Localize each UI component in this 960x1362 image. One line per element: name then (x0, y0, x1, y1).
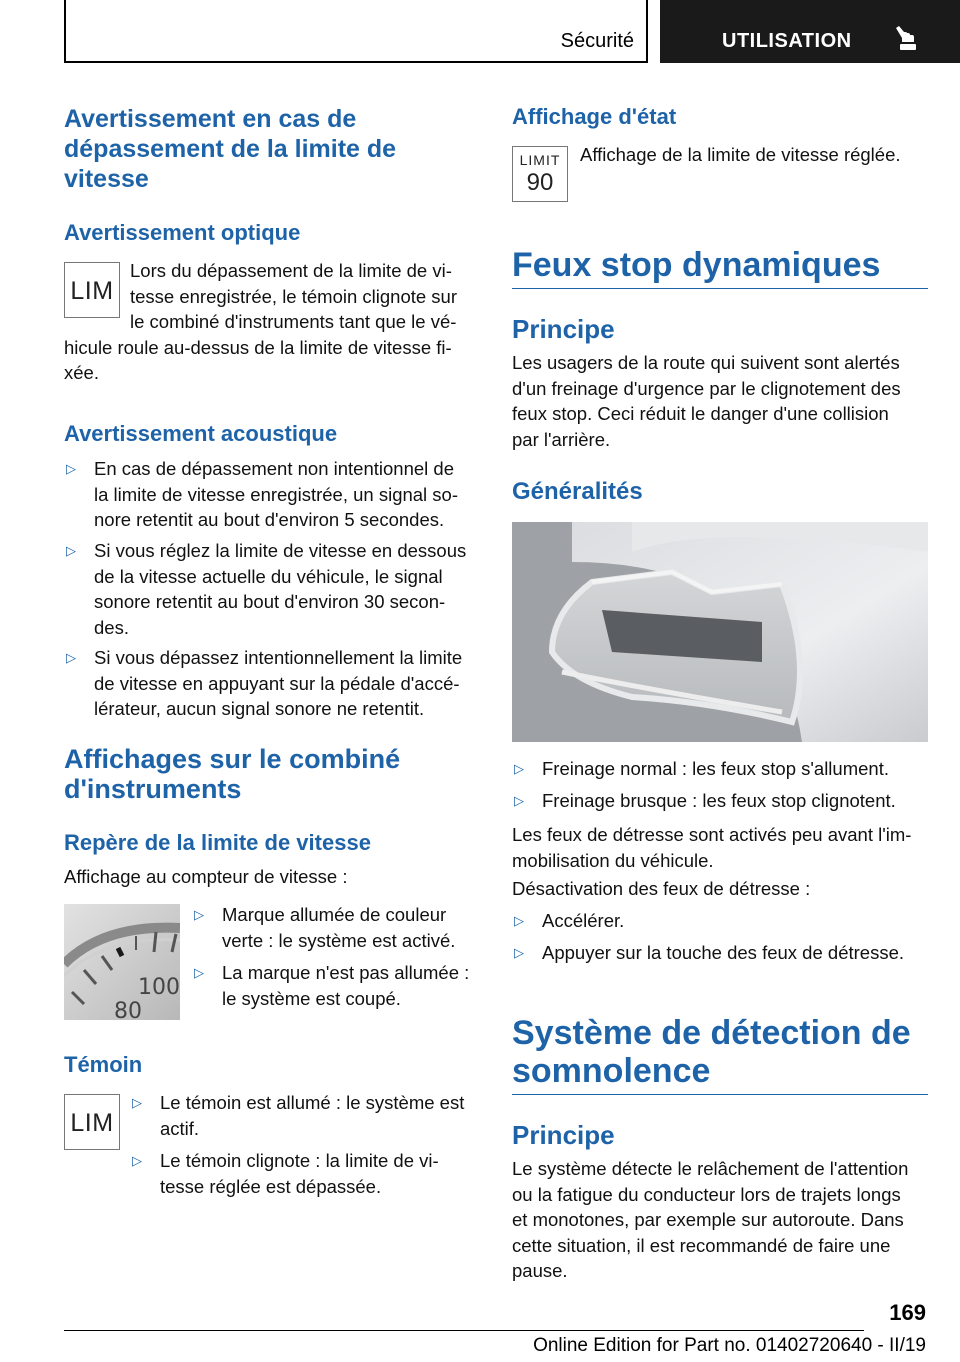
bullet-triangle-icon: ▷ (514, 761, 524, 776)
limit-90-icon: LIMIT 90 (512, 146, 568, 202)
list-item: ▷ Si vous réglez la limite de vitesse en dessous de la vitesse actuelle du véhicule, le signal sonore retentit au bout d'environ 30 secon- des. (66, 540, 467, 638)
pointing-hand-icon (892, 26, 918, 52)
dynamic-brake-lights-title: Feux stop dynamiques (512, 246, 881, 284)
optical-warning-text: Lors du dépassement de la limite de vi- tesse enregistrée, le témoin clignote sur le combiné d'instruments tant que le vé- hicule roule au-dessus de la limite de vitesse fi- xée. (64, 260, 458, 383)
page-number: 169 (889, 1300, 926, 1325)
marker-heading: Repère de la limite de vitesse (64, 830, 371, 855)
bullet-triangle-icon: ▷ (194, 907, 204, 922)
page-header (64, 0, 960, 66)
bullet-triangle-icon: ▷ (132, 1153, 142, 1168)
principle-text: Les usagers de la route qui suivent sont alertés d'un freinage d'urgence par le clignotement des feux stop. Ceci réduit le danger d'une collision par l'arrière. (512, 352, 901, 450)
section-label: Sécurité (560, 30, 634, 52)
section-tab (64, 0, 648, 63)
list-item: ▷ Le témoin est allumé : le système est actif. (132, 1092, 465, 1139)
optical-warning-heading: Avertissement optique (64, 220, 301, 245)
tail-light-image (512, 522, 928, 742)
principle-heading: Principe (512, 1120, 615, 1150)
acoustic-warning-heading: Avertissement acoustique (64, 421, 338, 446)
chapter-tab (660, 0, 960, 63)
principle-text: Le système détecte le relâchement de l'attention ou la fatigue du conducteur lors de trajets longs et monotones, par exemple sur autoroute. Dans cette situation, il est recommandé de faire une pause. (512, 1158, 909, 1281)
list-item: ▷ Si vous dépassez intentionnellement la limite de vitesse en appuyant sur la pédale d'accé- lérateur, aucun signal sonore ne retentit. (66, 647, 463, 719)
section-divider (512, 288, 928, 289)
section-divider (512, 1094, 928, 1095)
lim-icon: LIM (64, 1094, 120, 1150)
gauge-number: 100 (138, 975, 180, 1000)
list-item: ▷ Le témoin clignote : la limite de vi- tesse réglée est dépassée. (132, 1150, 439, 1197)
footer-divider (64, 1330, 864, 1331)
list-item: ▷ En cas de dépassement non intentionnel de la limite de vitesse enregistrée, un signal so- nore retentit au bout d'environ 5 secondes. (66, 458, 459, 530)
chapter-label: UTILISATION (722, 30, 852, 52)
list-item: ▷ Accélérer. (512, 908, 928, 934)
list-item: ▷ Appuyer sur la touche des feux de détresse. (512, 940, 928, 966)
list-item: ▷ Marque allumée de couleur verte : le système est activé. (194, 904, 456, 951)
lim-icon: LIM (64, 262, 120, 318)
principle-heading: Principe (512, 314, 615, 344)
edition-label: Online Edition for Part no. 01402720640 - II/19 (533, 1335, 926, 1356)
drowsiness-system-title: Système de détection de somnolence (512, 1014, 911, 1090)
list-item: ▷ La marque n'est pas allumée : le système est coupé. (194, 962, 470, 1009)
bullet-triangle-icon: ▷ (66, 461, 76, 476)
gauge-number: 80 (114, 999, 142, 1020)
status-display-heading: Affichage d'état (512, 104, 677, 129)
bullet-triangle-icon: ▷ (132, 1095, 142, 1110)
list-item: ▷ Freinage brusque : les feux stop clignotent. (512, 788, 928, 814)
indicator-heading: Témoin (64, 1052, 143, 1077)
bullet-triangle-icon: ▷ (66, 650, 76, 665)
deactivation-intro: Désactivation des feux de détresse : (512, 878, 811, 899)
bullet-triangle-icon: ▷ (194, 965, 204, 980)
speed-limit-warning-title: Avertissement en cas de dépassement de la limite de vitesse (64, 105, 397, 193)
bullet-triangle-icon: ▷ (514, 945, 524, 960)
list-item: ▷ Freinage normal : les feux stop s'allument. (512, 756, 928, 782)
displays-heading: Affichages sur le combiné d'instruments (64, 744, 401, 804)
bullet-triangle-icon: ▷ (514, 913, 524, 928)
hazard-text: Les feux de détresse sont activés peu avant l'im- mobilisation du véhicule. (512, 824, 912, 871)
bullet-triangle-icon: ▷ (514, 793, 524, 808)
bullet-triangle-icon: ▷ (66, 543, 76, 558)
general-heading: Généralités (512, 478, 643, 505)
speedometer-image (64, 904, 180, 1020)
marker-intro: Affichage au compteur de vitesse : (64, 866, 348, 887)
status-display-text: Affichage de la limite de vitesse réglée. (580, 144, 901, 165)
